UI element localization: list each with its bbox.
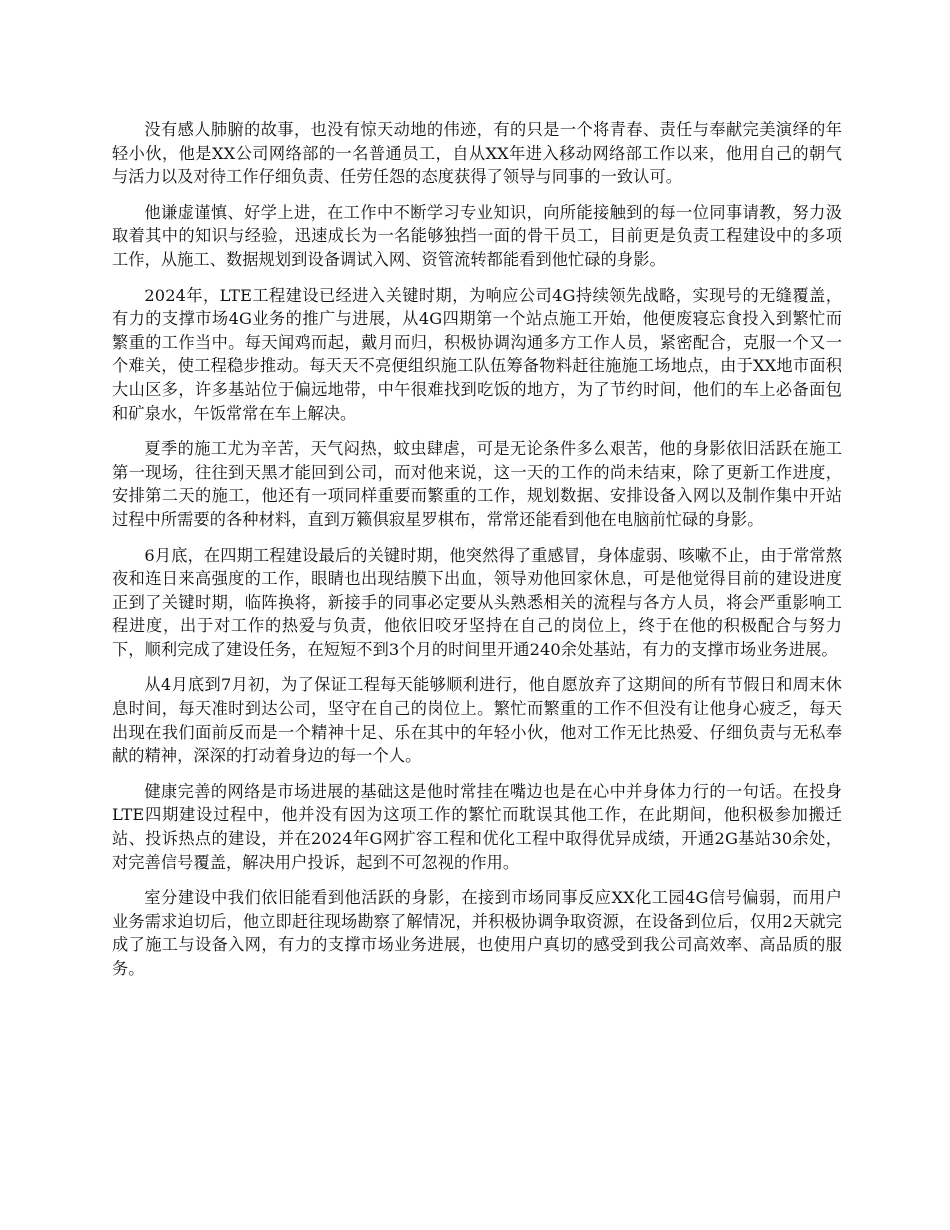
paragraph: 没有感人肺腑的故事，也没有惊天动地的伟迹，有的只是一个将青春、责任与奉献完美演绎的年轻小伙，他是XX公司网络部的一名普通员工，自从XX年进入移动网络部工作以来，他用自己的朝气与活力以及对待工作仔细负责、任劳任怨的态度获得了领导与同事的一致认可。 [112, 120, 842, 187]
paragraph: 2024年，LTE工程建设已经进入关键时期，为响应公司4G持续领先战略，实现号的无缝覆盖，有力的支撑市场4G业务的推广与进展，从4G四期第一个站点施工开始，他便废寝忘食投入到繁忙而繁重的工作当中。每天闻鸡而起，戴月而归，积极协调沟通多方工作人员，紧密配合，克服一个又一个难关，使工程稳步推动。每天天不亮便组织施工队伍筹备物料赶往施施工场地点，由于XX地市面积大山区多，许多基站位于偏远地带，中午很难找到吃饭的地方，为了节约时间，他们的车上必备面包和矿泉水，午饭常常在车上解决。 [112, 285, 842, 423]
paragraph: 从4月底到7月初，为了保证工程每天能够顺利进行，他自愿放弃了这期间的所有节假日和周末休息时间，每天准时到达公司，坚守在自己的岗位上。繁忙而繁重的工作不但没有让他身心疲乏，每天出现在我们面前反而是一个精神十足、乐在其中的年轻小伙，他对工作无比热爱、仔细负责与无私奉献的精神，深深的打动着身边的每一个人。 [112, 675, 842, 766]
paragraph: 健康完善的网络是市场进展的基础这是他时常挂在嘴边也是在心中并身体力行的一句话。在投身LTE四期建设过程中，他并没有因为这项工作的繁忙而耽误其他工作，在此期间，他积极参加搬迁站、投诉热点的建设，并在2024年G网扩容工程和优化工程中取得优异成绩，开通2G基站30余处，对完善信号覆盖，解决用户投诉，起到不可忽视的作用。 [112, 781, 842, 872]
paragraph: 室分建设中我们依旧能看到他活跃的身影，在接到市场同事反应XX化工园4G信号偏弱，而用户业务需求迫切后，他立即赶往现场勘察了解情况，并积极协调争取资源，在设备到位后，仅用2天就完成了施工与设备入网，有力的支撑市场业务进展，也使用户真切的感受到我公司高效率、高品质的服务。 [112, 888, 842, 978]
paragraph: 夏季的施工尤为辛苦，天气闷热，蚊虫肆虐，可是无论条件多么艰苦，他的身影依旧活跃在施工第一现场，往往到天黑才能回到公司，而对他来说，这一天的工作的尚未结束，除了更新工作进度，安排第二天的施工，他还有一项同样重要而繁重的工作，规划数据、安排设备入网以及制作集中开站过程中所需要的各种材料，直到万籁俱寂星罗棋布，常常还能看到他在电脑前忙碌的身影。 [112, 439, 842, 529]
document-body [112, 118, 842, 993]
paragraph: 他谦虚谨慎、好学上进，在工作中不断学习专业知识，向所能接触到的每一位同事请教，努力汲取着其中的知识与经验，迅速成长为一名能够独挡一面的骨干员工，目前更是负责工程建设中的多项工作，从施工、数据规划到设备调试入网、资管流转都能看到他忙碌的身影。 [112, 202, 842, 269]
paragraph: 6月底，在四期工程建设最后的关键时期，他突然得了重感冒，身体虚弱、咳嗽不止，由于常常熬夜和连日来高强度的工作，眼睛也出现结膜下出血，领导劝他回家休息，可是他觉得目前的建设进度正到了关键时期，临阵换将，新接手的同事必定要从头熟悉相关的流程与各方人员，将会严重影响工程进度，出于对工作的热爱与负责，他依旧咬牙坚持在自己的岗位上，终于在他的积极配合与努力下，顺利完成了建设任务，在短短不到3个月的时间里开通240余处基站，有力的支撑市场业务进展。 [112, 545, 842, 659]
